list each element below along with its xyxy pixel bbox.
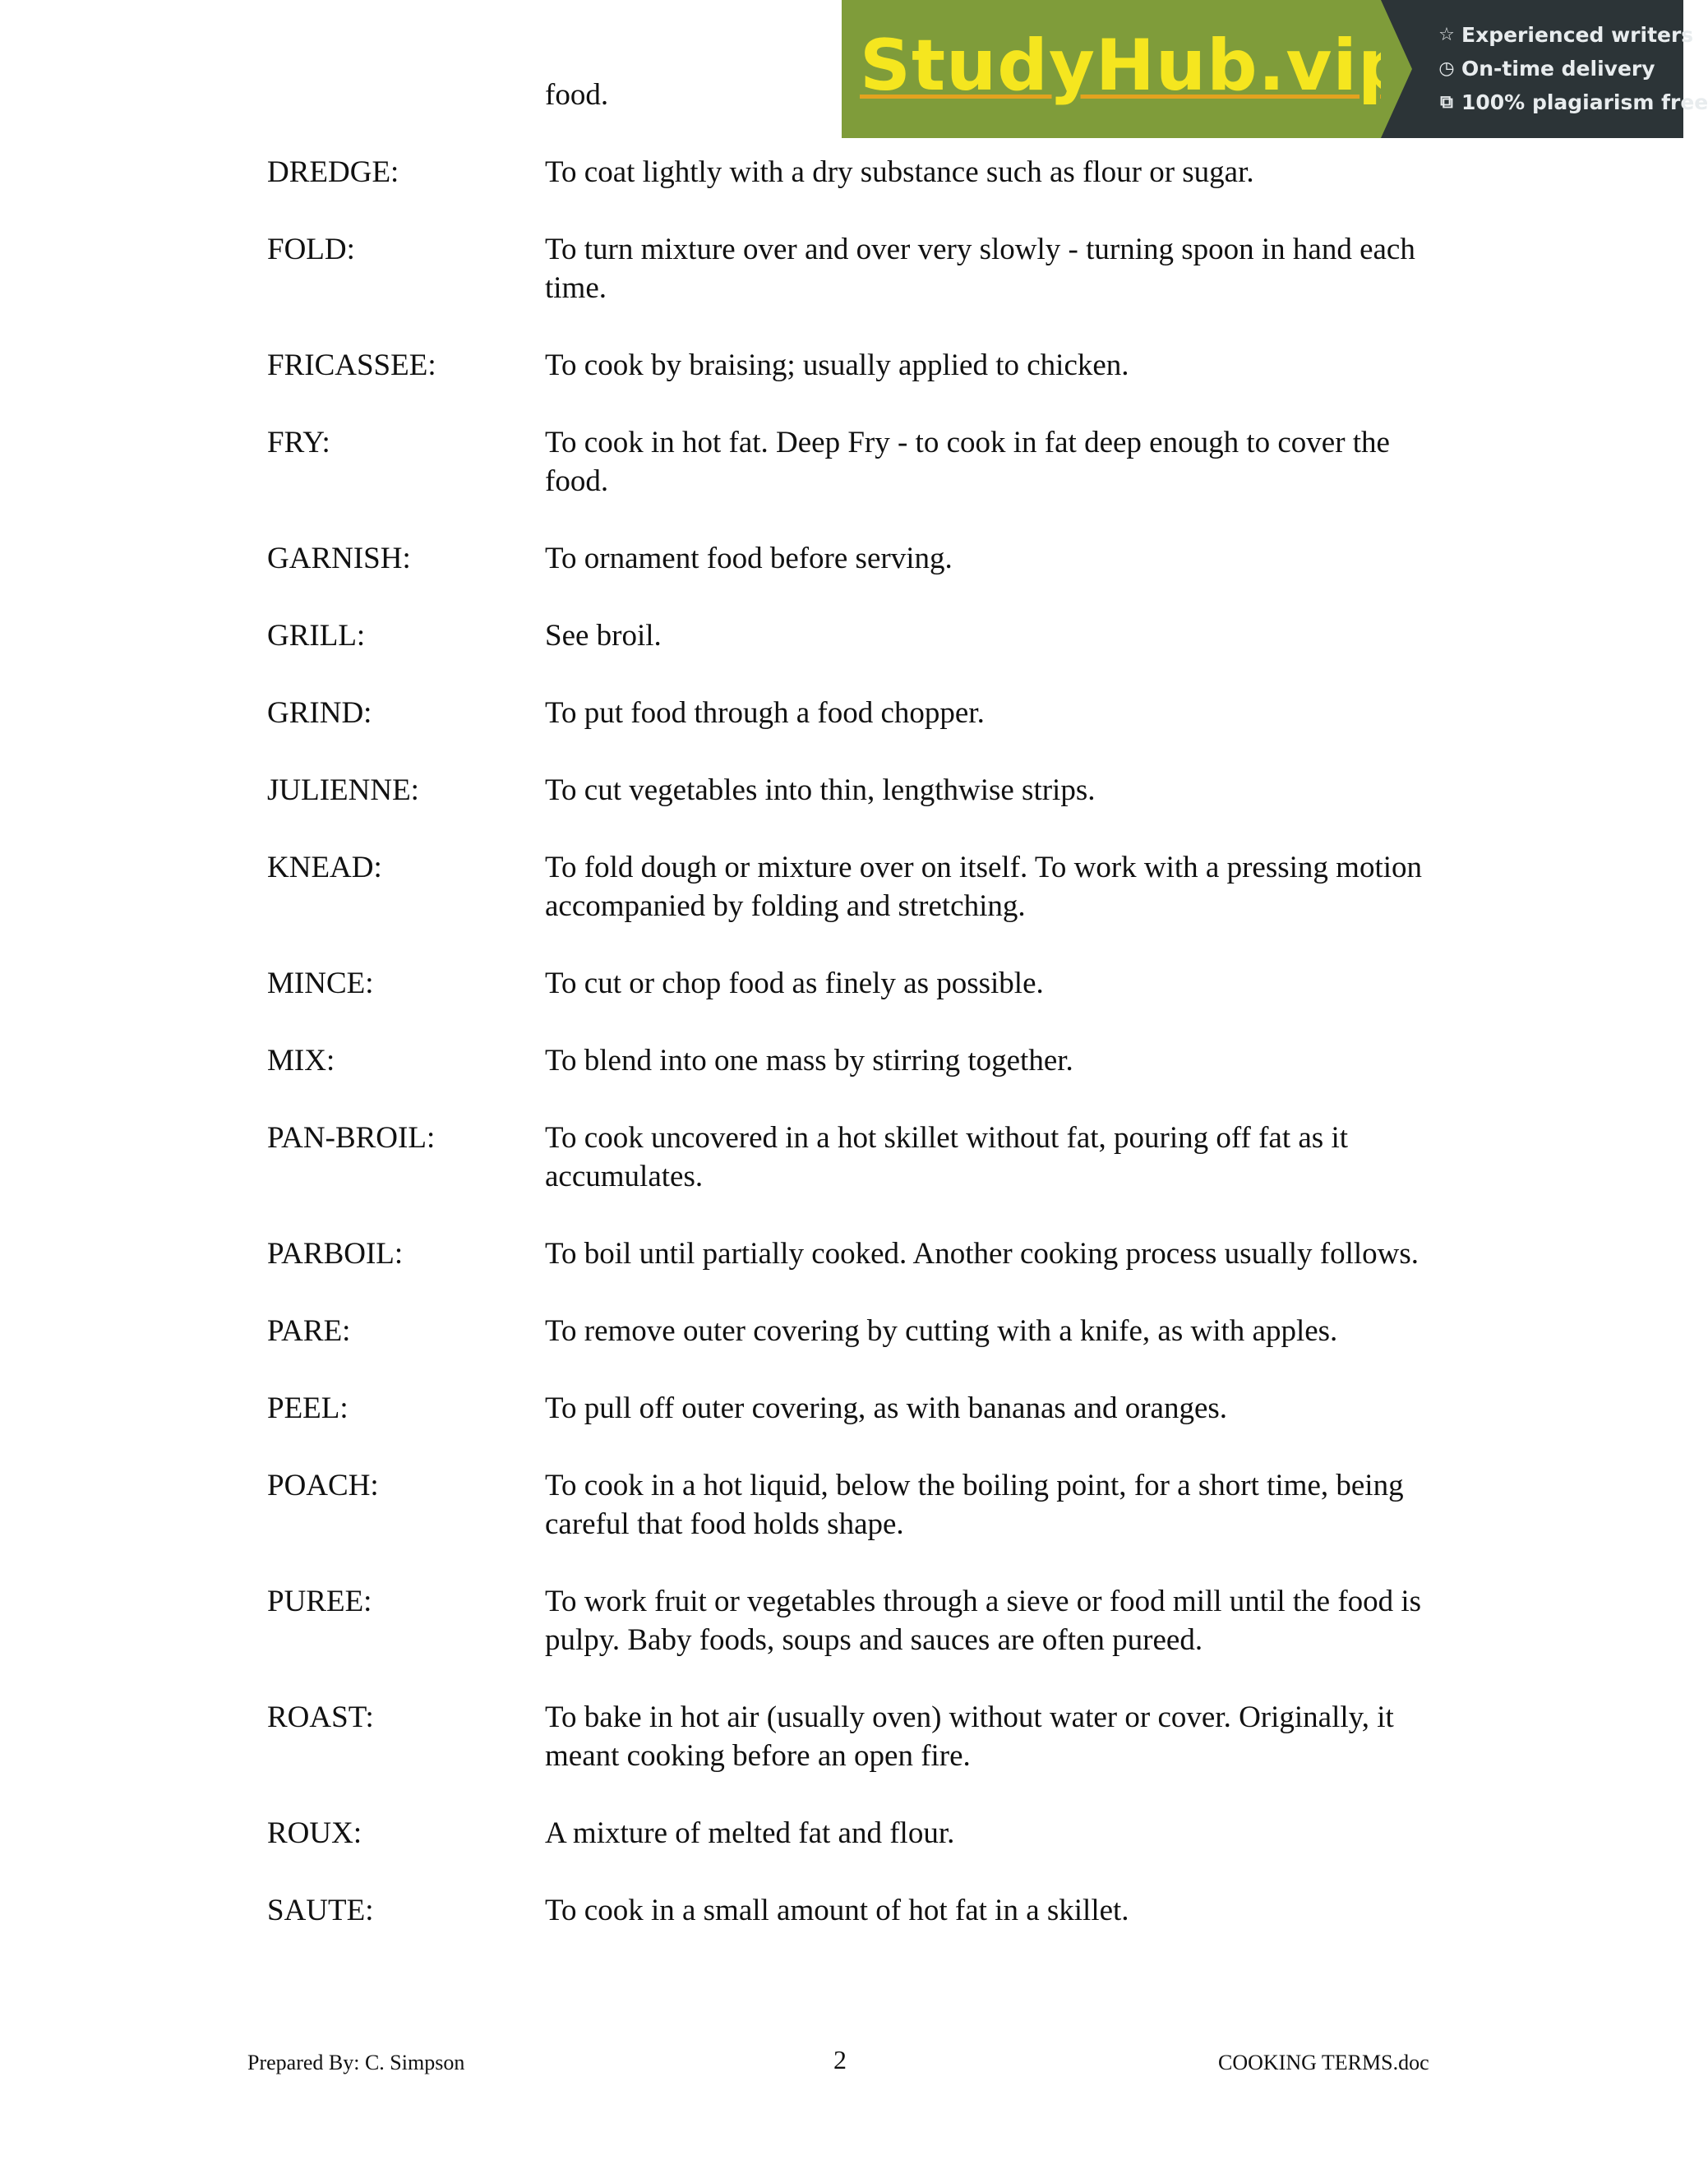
term-label: FRICASSEE: — [267, 348, 436, 382]
term-entry — [267, 1234, 1459, 1273]
feature-label: 100% plagiarism free — [1461, 90, 1708, 114]
footer-filename: COOKING TERMS.doc — [1218, 2051, 1429, 2074]
term-label: ROAST: — [267, 1700, 374, 1734]
term-label: GRIND: — [267, 696, 372, 730]
term-label: JULIENNE: — [267, 773, 419, 807]
term-definition: To work fruit or vegetables through a sieve or food mill until the food is pulpy. Baby foods, soups and sauces are often pureed. — [545, 1585, 1422, 1657]
term-entry — [267, 1389, 1459, 1428]
term-definition: To turn mixture over and over very slowly - turning spoon in hand each time. — [545, 233, 1415, 305]
feature-label: Experienced writers — [1461, 23, 1694, 47]
term-entry — [267, 1698, 1459, 1775]
term-entry — [267, 539, 1459, 578]
term-definition: To coat lightly with a dry substance such as flour or sugar. — [545, 155, 1254, 189]
star-icon: ☆ — [1438, 25, 1455, 45]
term-definition: To cook in a hot liquid, below the boiling point, for a short time, being careful that food holds shape. — [545, 1469, 1404, 1541]
term-entry — [267, 1891, 1459, 1930]
term-entry — [267, 1582, 1459, 1659]
term-label: ROUX: — [267, 1816, 362, 1850]
term-label: KNEAD: — [267, 851, 382, 884]
term-entry — [267, 230, 1459, 307]
term-entry — [267, 423, 1459, 501]
term-label: PARE: — [267, 1314, 351, 1348]
feature-on-time-delivery — [1437, 57, 1655, 81]
term-entry — [267, 153, 1459, 191]
logo-text: StudyHub.vip — [860, 25, 1410, 107]
studyhub-banner[interactable] — [842, 0, 1708, 138]
footer-page-number: 2 — [833, 2045, 847, 2074]
term-label: FOLD: — [267, 233, 355, 266]
term-definition: To cook in a small amount of hot fat in a skillet. — [545, 1894, 1129, 1927]
term-label: PARBOIL: — [267, 1237, 404, 1271]
term-label: MINCE: — [267, 967, 374, 1000]
term-label: PEEL: — [267, 1391, 349, 1425]
term-definition: To boil until partially cooked. Another cooking process usually follows. — [545, 1237, 1419, 1271]
term-entry — [267, 964, 1459, 1003]
banner-features — [1381, 0, 1708, 138]
footer-prepared-by: Prepared By: C. Simpson — [247, 2051, 465, 2074]
feature-experienced-writers — [1437, 23, 1693, 48]
term-definition: To bake in hot air (usually oven) without water or cover. Originally, it meant cooking before an open fire. — [545, 1700, 1394, 1773]
term-definition: To cut or chop food as finely as possible. — [545, 967, 1044, 1000]
continuation-text: food. — [545, 78, 609, 112]
term-definition: See broil. — [545, 619, 662, 653]
term-label: PUREE: — [267, 1585, 372, 1618]
term-entry — [267, 771, 1459, 810]
feature-label: On-time delivery — [1461, 57, 1655, 81]
term-entry — [267, 694, 1459, 732]
copy-icon: ⧉ — [1440, 92, 1453, 113]
feature-plagiarism-free — [1437, 90, 1708, 115]
term-definition: To pull off outer covering, as with bananas and oranges. — [545, 1391, 1228, 1425]
term-entry — [267, 346, 1459, 385]
term-entry — [267, 1466, 1459, 1544]
term-definition: To put food through a food chopper. — [545, 696, 985, 730]
term-label: PAN-BROIL: — [267, 1121, 436, 1155]
term-definition: To ornament food before serving. — [545, 542, 953, 575]
term-label: MIX: — [267, 1044, 335, 1077]
term-definition: To remove outer covering by cutting with a knife, as with apples. — [545, 1314, 1338, 1348]
term-definition: To fold dough or mixture over on itself. To work with a pressing motion accompanied by folding and stretching. — [545, 851, 1423, 923]
term-entry — [267, 1814, 1459, 1853]
term-label: GARNISH: — [267, 542, 411, 575]
term-definition: To blend into one mass by stirring together. — [545, 1044, 1073, 1077]
clock-icon: ◷ — [1438, 58, 1455, 79]
term-label: POACH: — [267, 1469, 379, 1502]
term-definition: To cook by braising; usually applied to chicken. — [545, 348, 1129, 382]
terms-list — [267, 153, 1459, 1968]
term-label: DREDGE: — [267, 155, 399, 189]
term-definition: To cook in hot fat. Deep Fry - to cook in fat deep enough to cover the food. — [545, 426, 1390, 498]
term-definition: To cut vegetables into thin, lengthwise strips. — [545, 773, 1096, 807]
term-entry — [267, 848, 1459, 925]
term-label: FRY: — [267, 426, 330, 459]
term-entry — [267, 616, 1459, 655]
term-entry — [267, 1312, 1459, 1350]
term-entry — [267, 1119, 1459, 1196]
term-definition: A mixture of melted fat and flour. — [545, 1816, 955, 1850]
studyhub-logo[interactable] — [842, 0, 1410, 138]
term-label: GRILL: — [267, 619, 366, 653]
term-label: SAUTE: — [267, 1894, 374, 1927]
term-entry — [267, 1041, 1459, 1080]
term-definition: To cook uncovered in a hot skillet without fat, pouring off fat as it accumulates. — [545, 1121, 1349, 1193]
